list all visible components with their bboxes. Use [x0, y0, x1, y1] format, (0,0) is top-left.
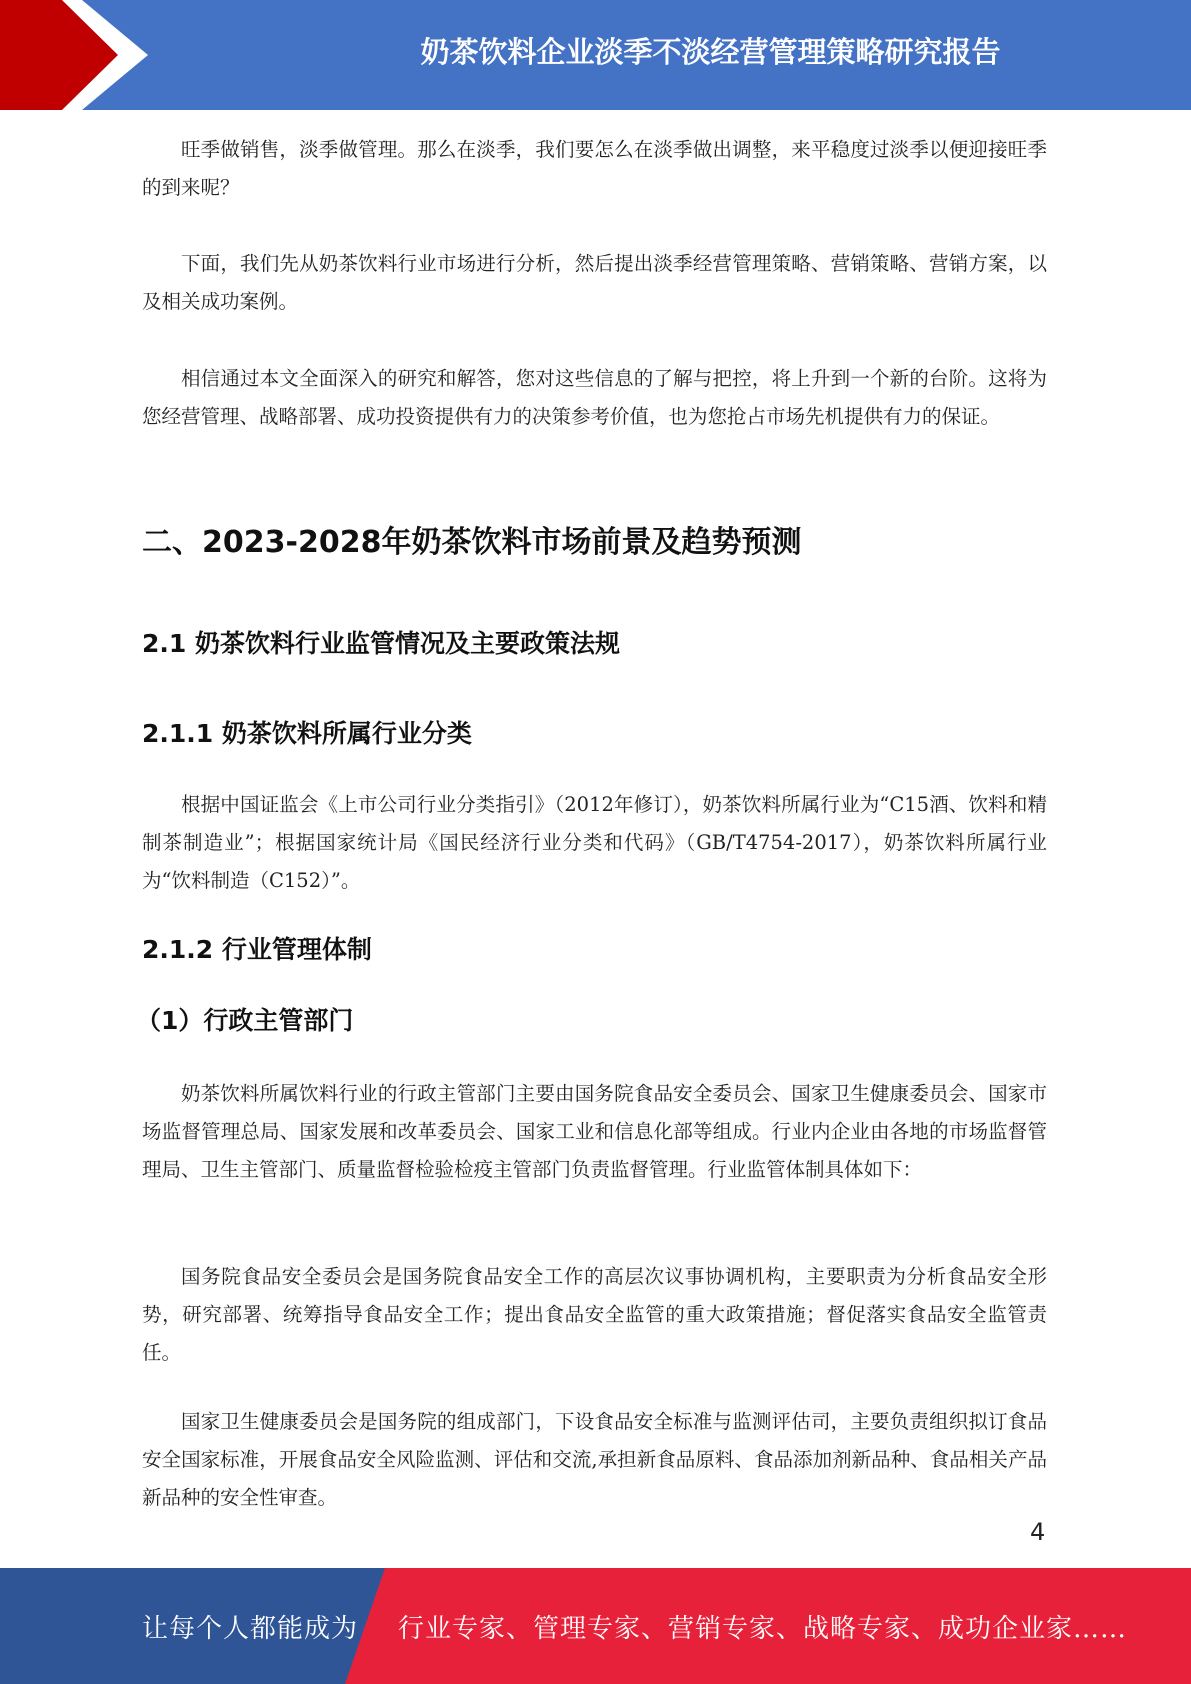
section-heading: 二、2023-2028年奶茶饮料市场前景及趋势预测 — [142, 525, 802, 560]
admin-paragraph-2: 国务院食品安全委员会是国务院食品安全工作的高层次议事协调机构，主要职责为分析食品安全形势，研究部署、统筹指导食品安全工作；提出食品安全监管的重大政策措施；督促落实食品安全监管责任。 — [142, 1265, 1047, 1364]
intro-paragraph-3: 相信通过本文全面深入的研究和解答，您对这些信息的了解与把控，将上升到一个新的台阶。这将为您经营管理、战略部署、成功投资提供有力的决策参考价值，也为您抢占市场先机提供有力的保证。 — [142, 367, 1047, 428]
admin-paragraph-1: 奶茶饮料所属饮料行业的行政主管部门主要由国务院食品安全委员会、国家卫生健康委员会、国家市场监督管理总局、国家发展和改革委员会、国家工业和信息化部等组成。行业内企业由各地的市场监督管理局、卫生主管部门、质量监督检验检疫主管部门负责监督管理。行业监管体制具体如下： — [142, 1082, 1047, 1181]
header-banner — [0, 0, 1191, 110]
subsection-heading-2-1-2: 2.1.2 行业管理体制 — [142, 935, 372, 964]
footer-slogan-right: 行业专家、管理专家、营销专家、战略专家、成功企业家…… — [398, 1613, 1128, 1644]
intro-paragraph-2: 下面，我们先从奶茶饮料行业市场进行分析，然后提出淡季经营管理策略、营销策略、营销方案，以及相关成功案例。 — [142, 252, 1047, 313]
intro-paragraph-1: 旺季做销售，淡季做管理。那么在淡季，我们要怎么在淡季做出调整，来平稳度过淡季以便迎接旺季的到来呢？ — [142, 138, 1047, 199]
admin-paragraph-3: 国家卫生健康委员会是国务院的组成部门，下设食品安全标准与监测评估司，主要负责组织拟订食品安全国家标准，开展食品安全风险监测、评估和交流,承担新食品原料、食品添加剂新品种、食品相关产品新品种的安全性审查。 — [142, 1410, 1047, 1509]
report-title: 奶茶饮料企业淡季不淡经营管理策略研究报告 — [420, 34, 1001, 69]
admin-department-heading: （1）行政主管部门 — [136, 1006, 354, 1035]
page-number: 4 — [1030, 1518, 1046, 1546]
footer-slogan-left: 让每个人都能成为 — [142, 1613, 359, 1644]
footer-banner — [0, 1568, 1191, 1684]
subsection-heading-2-1: 2.1 奶茶饮料行业监管情况及主要政策法规 — [142, 629, 620, 658]
subsection-heading-2-1-1: 2.1.1 奶茶饮料所属行业分类 — [142, 719, 472, 748]
chevron-arrow-icon — [0, 0, 160, 110]
industry-classification-paragraph: 根据中国证监会《上市公司行业分类指引》（2012年修订），奶茶饮料所属行业为“C15酒、饮料和精制茶制造业”；根据国家统计局《国民经济行业分类和代码》（GB/T4754-2017），奶茶饮料所属行业为“饮料制造（C152）”。 — [142, 793, 1047, 892]
